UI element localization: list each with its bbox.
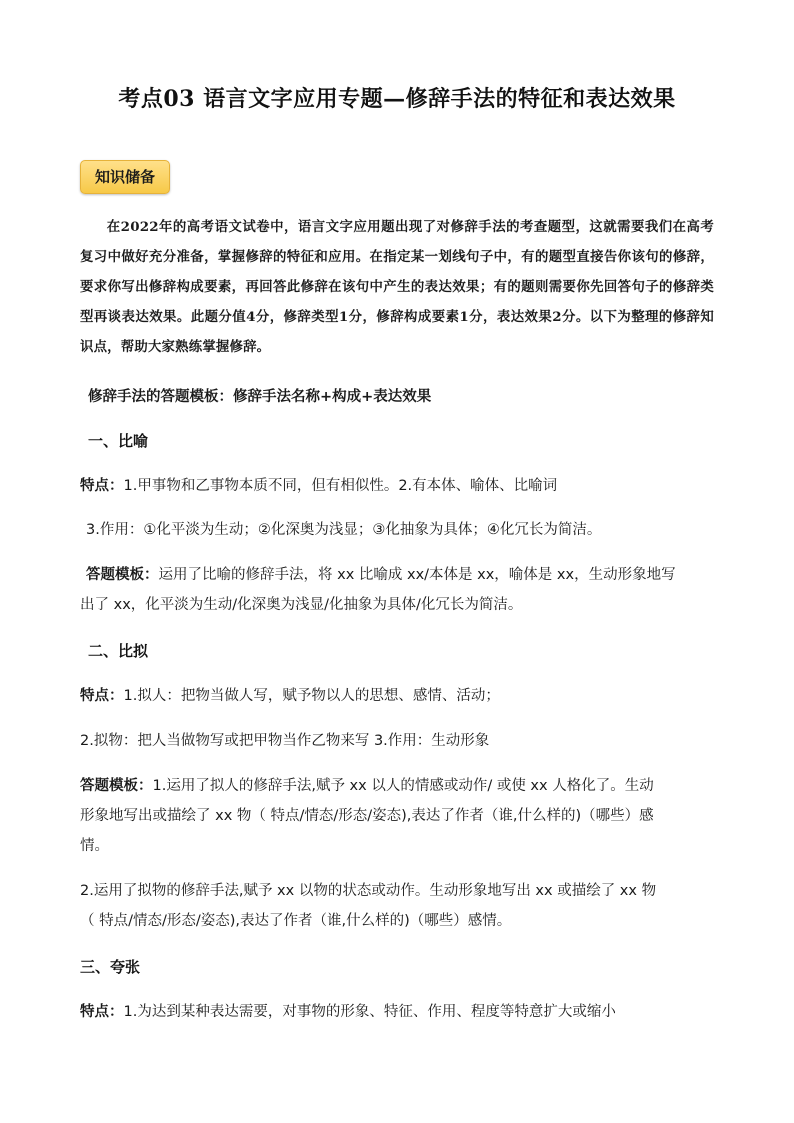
answer-template-summary: 修辞手法的答题模板：修辞手法名称+构成+表达效果 [88, 389, 432, 405]
metaphor-feature-line [80, 471, 720, 501]
section-heading-personification: 二、比拟 [88, 642, 149, 660]
page-title: 考点03 语言文字应用专题—修辞手法的特征和表达效果 [118, 86, 676, 112]
feature-label: 特点： [80, 478, 124, 494]
personification-answer-line-2: 形象地写出或描绘了 xx 物（ 特点/情态/形态/姿态),表达了作者（谁,什么样的)（哪些）感 [80, 808, 654, 824]
personification-feature-line-2: 2.拟物：把人当做物写或把甲物当作乙物来写 3.作用：生动形象 [80, 733, 490, 749]
answer-label: 答题模板： [86, 567, 159, 583]
personification-feature-line [80, 681, 720, 711]
personification-answer-line-4: 2.运用了拟物的修辞手法,赋予 xx 以物的状态或动作。生动形象地写出 xx 或描绘了 xx 物 [80, 883, 657, 899]
personification-answer-line-3: 情。 [80, 838, 109, 854]
feature-label: 特点： [80, 1004, 124, 1020]
section-heading-hyperbole: 三、夸张 [80, 958, 141, 976]
answer-label: 答题模板： [80, 778, 153, 794]
answer-text: 1.运用了拟人的修辞手法,赋予 xx 以人的情感或动作/ 或使 xx 人格化了。生动 [152, 778, 654, 794]
metaphor-function-line: 3.作用：①化平淡为生动；②化深奥为浅显；③化抽象为具体；④化冗长为简洁。 [86, 522, 602, 538]
metaphor-answer-line-2: 出了 xx，化平淡为生动/化深奥为浅显/化抽象为具体/化冗长为简洁。 [80, 597, 523, 613]
personification-answer-line-1 [80, 771, 720, 801]
feature-text: 1.为达到某种表达需要，对事物的形象、特征、作用、程度等特意扩大或缩小 [123, 1004, 616, 1020]
personification-answer-line-5: （ 特点/情态/形态/姿态),表达了作者（谁,什么样的)（哪些）感情。 [80, 913, 512, 929]
intro-paragraph: 在2022年的高考语文试卷中，语言文字应用题出现了对修辞手法的考查题型，这就需要我们在高考复习中做好充分准备，掌握修辞的特征和应用。在指定某一划线句子中，有的题型直接告你该句的修辞，要求你写出修辞构成要素，再回答此修辞在该句中产生的表达效果；有的题则需要你先回答句子的修辞类型再谈表达效果。此题分值4分，修辞类型1分，修辞构成要素1分，表达效果2分。以下为整理的修辞知识点，帮助大家熟练掌握修辞。 [80, 219, 714, 355]
feature-text: 1.甲事物和乙事物本质不同，但有相似性。2.有本体、喻体、比喻词 [123, 478, 558, 494]
feature-label: 特点： [80, 688, 124, 704]
section-heading-metaphor: 一、比喻 [88, 432, 149, 450]
metaphor-answer-line-1 [86, 560, 726, 590]
feature-text: 1.拟人：把物当做人写，赋予物以人的思想、感情、活动； [123, 688, 500, 704]
hyperbole-feature-line [80, 997, 720, 1027]
section-badge: 知识储备 [80, 160, 170, 194]
answer-text: 运用了比喻的修辞手法，将 xx 比喻成 xx/本体是 xx，喻体是 xx，生动形象地写 [158, 567, 676, 583]
